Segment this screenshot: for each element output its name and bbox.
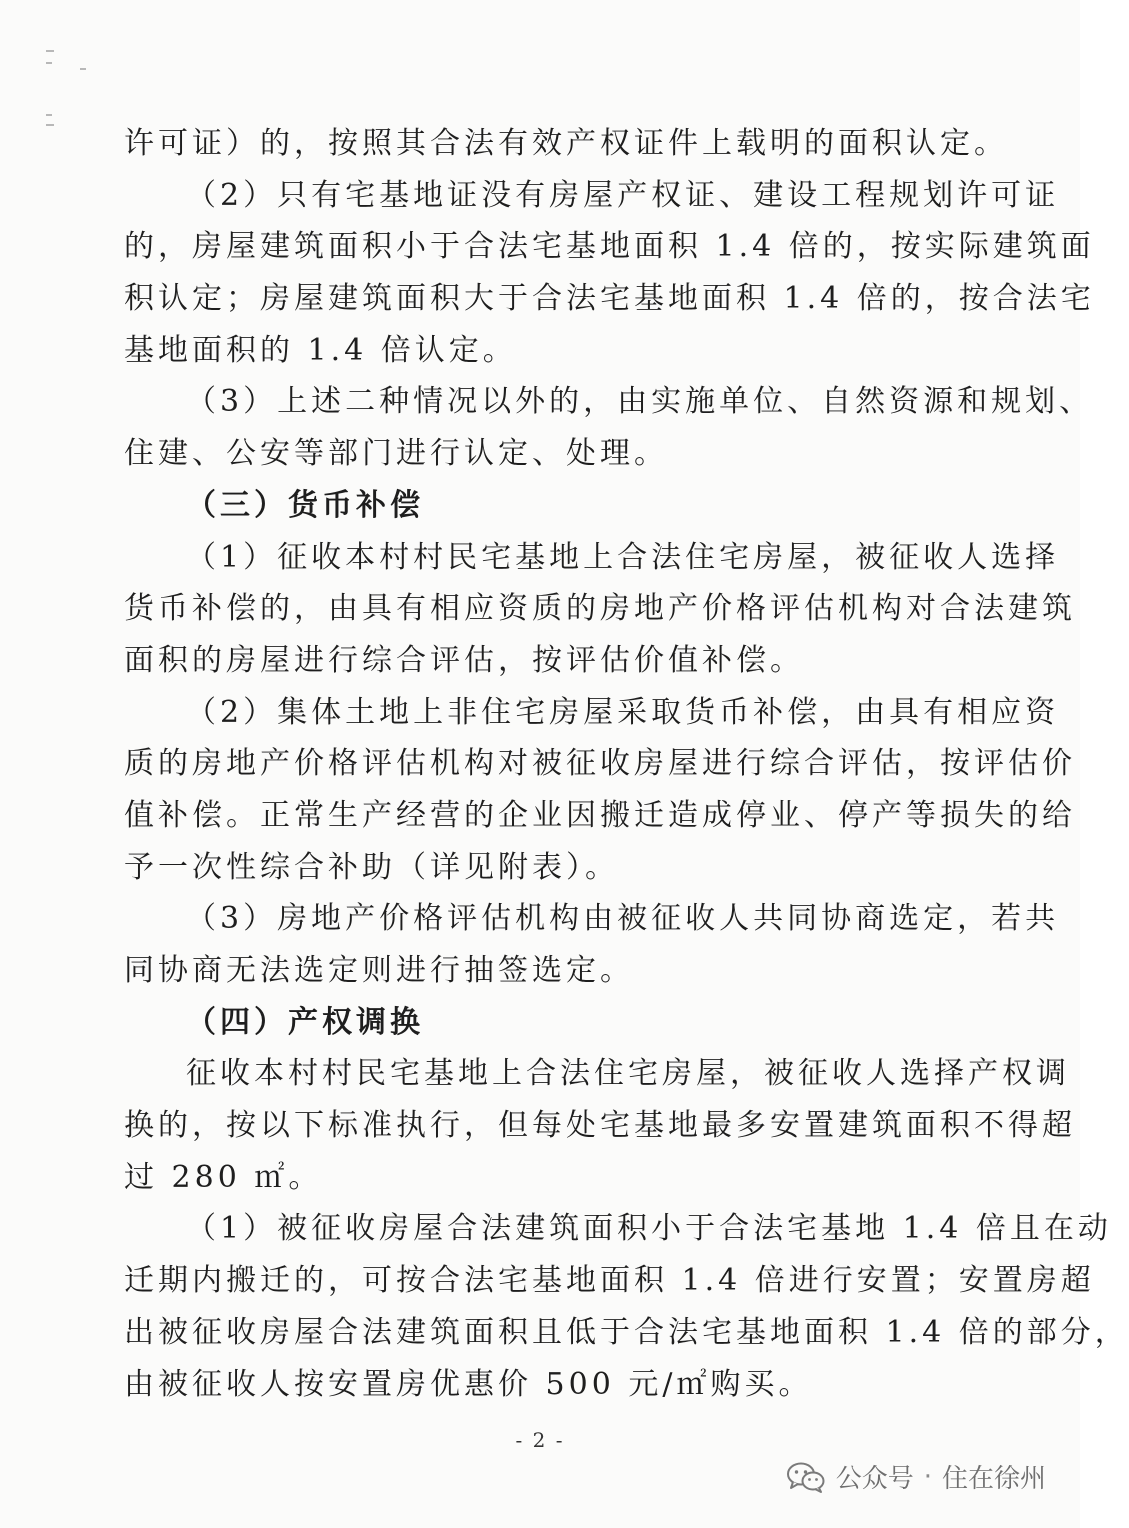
wechat-icon: [786, 1461, 826, 1493]
watermark-label: 公众号: [835, 1464, 914, 1494]
text-line: 积认定；房屋建筑面积大于合法宅基地面积 1.4 倍的，按合法宅: [124, 281, 1095, 317]
page-number: - 2 -: [515, 1428, 565, 1452]
scan-mark: [46, 50, 54, 52]
scan-mark: [80, 68, 86, 70]
text-line: 由被征收人按安置房优惠价 500 元/㎡购买。: [124, 1366, 813, 1402]
text-line: （1）征收本村村民宅基地上合法住宅房屋，被征收人选择: [186, 539, 1060, 575]
watermark-separator: ·: [923, 1461, 932, 1492]
scan-mark: [46, 124, 54, 126]
section-heading: （四）产权调换: [186, 1004, 424, 1040]
text-line: 基地面积的 1.4 倍认定。: [124, 332, 517, 368]
text-line: 住建、公安等部门进行认定、处理。: [124, 436, 668, 472]
text-line: 予一次性综合补助（详见附表）。: [124, 849, 619, 885]
account-watermark: [786, 1458, 1046, 1495]
text-line: 货币补偿的，由具有相应资质的房地产价格评估机构对合法建筑: [124, 591, 1076, 627]
watermark-account: 住在徐州: [941, 1464, 1046, 1494]
text-line: 同协商无法选定则进行抽签选定。: [124, 953, 634, 988]
text-line: 质的房地产价格评估机构对被征收房屋进行综合评估，按评估价: [124, 746, 1076, 782]
document-body: [124, 118, 1129, 1410]
text-line: （3）上述二种情况以外的，由实施单位、自然资源和规划、: [186, 384, 1094, 420]
text-line: 换的，按以下标准执行，但每处宅基地最多安置建筑面积不得超: [124, 1108, 1076, 1144]
text-line: （2）集体土地上非住宅房屋采取货币补偿，由具有相应资: [186, 694, 1060, 730]
text-line: （3）房地产价格评估机构由被征收人共同协商选定，若共: [186, 901, 1060, 937]
text-line: 出被征收房屋合法建筑面积且低于合法宅基地面积 1.4 倍的部分，: [124, 1314, 1129, 1350]
text-line: 值补偿。正常生产经营的企业因搬迁造成停业、停产等损失的给: [124, 797, 1076, 833]
text-line: 征收本村村民宅基地上合法住宅房屋，被征收人选择产权调: [186, 1056, 1070, 1092]
text-line: 迁期内搬迁的，可按合法宅基地面积 1.4 倍进行安置；安置房超: [124, 1263, 1095, 1299]
section-heading: （三）货币补偿: [186, 487, 424, 523]
text-line: 面积的房屋进行综合评估，按评估价值补偿。: [124, 642, 804, 678]
text-line: （1）被征收房屋合法建筑面积小于合法宅基地 1.4 倍且在动: [186, 1211, 1112, 1247]
scan-mark: [46, 114, 52, 116]
scan-mark: [46, 62, 52, 64]
text-line: 的，房屋建筑面积小于合法宅基地面积 1.4 倍的，按实际建筑面: [124, 229, 1095, 265]
text-line: 过 280 ㎡。: [124, 1159, 323, 1195]
text-line: 许可证）的，按照其合法有效产权证件上载明的面积认定。: [124, 126, 1008, 161]
text-line: （2）只有宅基地证没有房屋产权证、建设工程规划许可证: [186, 177, 1060, 213]
